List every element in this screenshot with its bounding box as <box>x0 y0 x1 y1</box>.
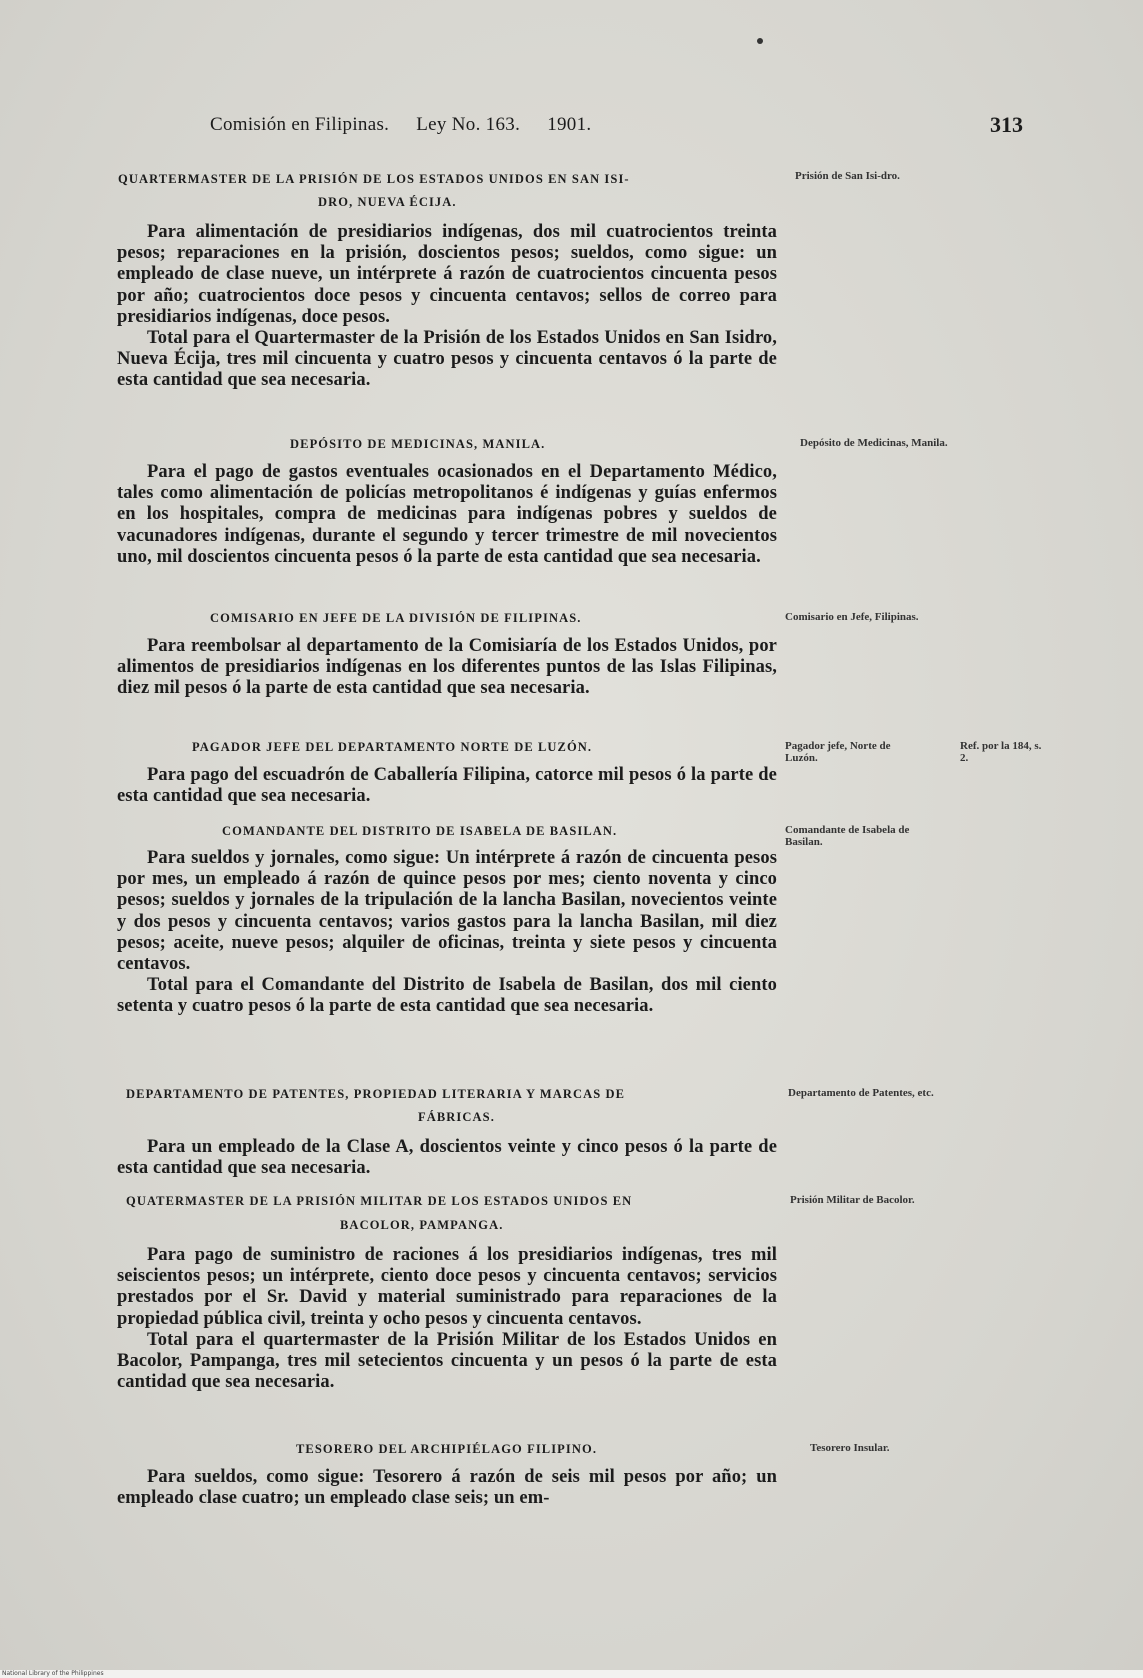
margin-note: Depósito de Medicinas, Manila. <box>800 437 948 449</box>
margin-note: Tesorero Insular. <box>810 1442 890 1454</box>
scan-footer: National Library of the Philippines <box>0 1670 1143 1678</box>
paragraph: Para reembolsar al departamento de la Comisiaría de los Estados Unidos, por alimentos de presidiarios indígenas en los diferentes puntos de las Islas Filipinas, diez mil pesos ó la parte de esta cantidad que sea necesaria. <box>117 636 777 699</box>
section-heading: QUARTERMASTER DE LA PRISIÓN DE LOS ESTADOS UNIDOS EN SAN ISI- <box>118 172 630 186</box>
paragraph: Para pago de suministro de raciones á los presidiarios indígenas, tres mil seiscientos pesos; un intérprete, ciento doce pesos y cincuenta centavos; servicios prestados por el Sr. David y material suministrado para reparaciones de la propiedad pública civil, treinta y ocho pesos y cincuenta centavos. <box>117 1245 777 1329</box>
section-heading: PAGADOR JEFE DEL DEPARTAMENTO NORTE DE LUZÓN. <box>192 740 593 754</box>
section-body <box>117 1245 777 1393</box>
margin-note: Departamento de Patentes, etc. <box>788 1087 934 1099</box>
paragraph: Para sueldos y jornales, como sigue: Un intérprete á razón de cincuenta pesos por mes, un empleado á razón de quince pesos por mes; ciento noventa y cinco pesos; sueldos y jornales de la tripulación de la lancha Basilan, novecientos veinte y dos pesos y cincuenta centavos; varios gastos para la lancha Basilan, mil diez pesos; aceite, nueve pesos; alquiler de oficinas, treinta y siete pesos y cincuenta centavos. <box>117 848 777 975</box>
section-body <box>117 636 777 700</box>
section-body <box>117 462 777 568</box>
header-year: 1901. <box>547 114 592 135</box>
margin-note: Pagador jefe, Norte de Luzón. <box>785 740 891 764</box>
section-body <box>117 222 777 392</box>
section-body <box>117 848 777 1018</box>
paragraph: Para sueldos, como sigue: Tesorero á razón de seis mil pesos por año; un empleado clase cuatro; un empleado clase seis; un em- <box>117 1467 777 1509</box>
paragraph: Total para el Comandante del Distrito de Isabela de Basilan, dos mil ciento setenta y cuatro pesos ó la parte de esta cantidad que sea necesaria. <box>117 975 777 1017</box>
running-header <box>210 114 613 136</box>
section-heading: DEPARTAMENTO DE PATENTES, PROPIEDAD LITERARIA Y MARCAS DE <box>126 1087 626 1101</box>
header-law-number: Ley No. 163. <box>416 114 521 135</box>
margin-note: Prisión de San Isi-dro. <box>795 170 900 182</box>
margin-note: Comandante de Isabela de Basilan. <box>785 824 910 848</box>
section-heading: DEPÓSITO DE MEDICINAS, MANILA. <box>290 437 546 451</box>
paragraph: Total para el quartermaster de la Prisión Militar de los Estados Unidos en Bacolor, Pampanga, tres mil setecientos cincuenta y un pesos ó la parte de esta cantidad que sea necesaria. <box>117 1329 777 1393</box>
ink-speck <box>757 38 763 44</box>
paragraph: Para el pago de gastos eventuales ocasionados en el Departamento Médico, tales como alimentación de policías metropolitanos é indígenas y guías enfermos en los hospitales, compra de medicinas para indígenas pobres y sueldos de vacunadores indígenas, durante el segundo y tercer trimestre de mil novecientos uno, mil doscientos cincuenta pesos ó la parte de esta cantidad que sea necesaria. <box>117 462 777 567</box>
paragraph: Para pago del escuadrón de Caballería Filipina, catorce mil pesos ó la parte de esta cantidad que sea necesaria. <box>117 765 777 807</box>
section-heading: QUATERMASTER DE LA PRISIÓN MILITAR DE LOS ESTADOS UNIDOS EN <box>126 1194 633 1208</box>
paragraph: Total para el Quartermaster de la Prisión de los Estados Unidos en San Isidro, Nueva Écija, tres mil cincuenta y cuatro pesos y cincuenta centavos ó la parte de esta cantidad que sea necesaria. <box>117 328 777 391</box>
section-heading-cont: FÁBRICAS. <box>418 1110 495 1124</box>
page-number: 313 <box>990 112 1023 137</box>
header-title-part: Comisión en Filipinas. <box>210 114 390 135</box>
margin-note: Comisario en Jefe, Filipinas. <box>785 611 919 623</box>
section-body <box>117 1467 777 1509</box>
section-heading: COMISARIO EN JEFE DE LA DIVISIÓN DE FILIPINAS. <box>210 611 582 625</box>
section-heading-cont: BACOLOR, PAMPANGA. <box>340 1218 504 1232</box>
reference-note: Ref. por la 184, s. 2. <box>960 740 1042 764</box>
section-body <box>117 765 777 807</box>
paragraph: Para un empleado de la Clase A, doscientos veinte y cinco pesos ó la parte de esta cantidad que sea necesaria. <box>117 1137 777 1179</box>
margin-note: Prisión Militar de Bacolor. <box>790 1194 915 1206</box>
section-heading: COMANDANTE DEL DISTRITO DE ISABELA DE BASILAN. <box>222 824 618 838</box>
section-heading-cont: DRO, NUEVA ÉCIJA. <box>318 195 457 209</box>
paragraph: Para alimentación de presidiarios indígenas, dos mil cuatrocientos treinta pesos; reparaciones en la prisión, doscientos pesos; sueldos, como sigue: un empleado de clase nueve, un intérprete á razón de cuatrocientos cincuenta pesos por año; cuatrocientos doce pesos y cincuenta centavos; sellos de correo para presidiarios indígenas, doce pesos. <box>117 222 777 327</box>
section-body <box>117 1137 777 1179</box>
section-heading: TESORERO DEL ARCHIPIÉLAGO FILIPINO. <box>296 1442 598 1456</box>
